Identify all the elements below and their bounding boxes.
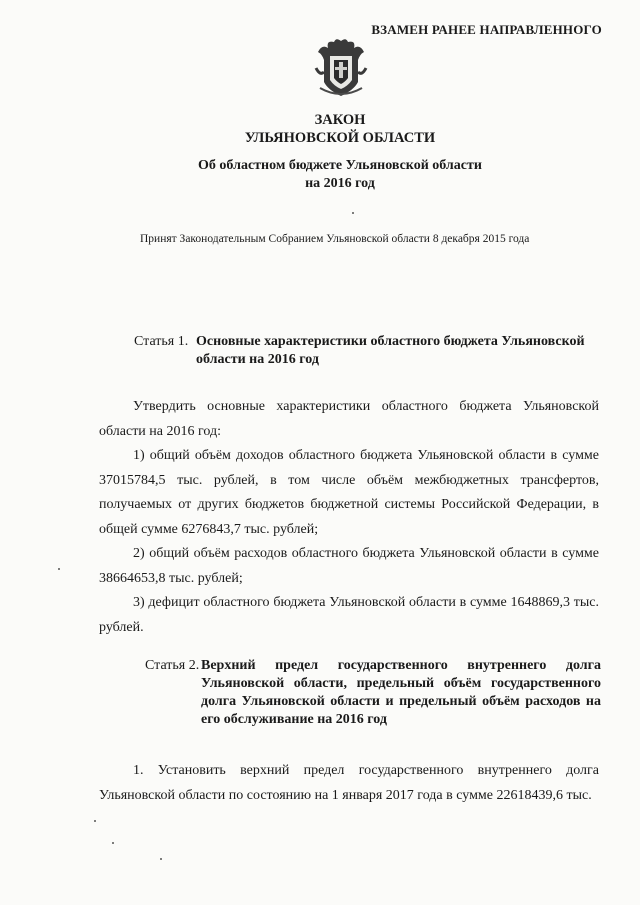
law-subject-line1: Об областном бюджете Ульяновской области [198, 158, 482, 173]
law-subject [160, 157, 520, 193]
article-1-title: Основные характеристики областного бюджета Ульяновской области на 2016 год [196, 334, 585, 367]
article-2-item-1: 1. Установить верхний предел государственного внутреннего долга Ульяновской области по состоянию на 1 января 2017 года в сумме 22618439,6 тыс. [99, 763, 599, 803]
law-title-line1: ЗАКОН [314, 112, 366, 128]
article-1-intro: Утвердить основные характеристики областного бюджета Ульяновской области на 2016 год: [99, 399, 599, 439]
article-1-body [99, 395, 599, 640]
law-subject-line2: на 2016 год [305, 176, 375, 191]
adoption-note: Принят Законодательным Собранием Ульяновской области 8 декабря 2015 года [140, 233, 530, 245]
article-2-number: Статья 2. [145, 658, 200, 673]
replacement-stamp: ВЗАМЕН РАНЕЕ НАПРАВЛЕННОГО [371, 22, 602, 37]
article-1-item-1: 1) общий объём доходов областного бюджета Ульяновской области в сумме 37015784,5 тыс. рублей, в том числе объём межбюджетных трансфертов, получаемых от других бюджетов бюджетной системы Российской Федерации, в общей сумме 6276843,7 тыс. рублей; [99, 448, 599, 537]
article-2-title: Верхний предел государственного внутреннего долга Ульяновской области, предельный объём государственного долга Ульяновской области и предельный объём расходов на его обслуживание на 2016 год [201, 658, 601, 727]
article-1-item-3: 3) дефицит областного бюджета Ульяновской области в сумме 1648869,3 тыс. рублей. [99, 595, 599, 635]
coat-of-arms-icon [314, 38, 368, 98]
law-title [190, 111, 490, 147]
article-1-item-2: 2) общий объём расходов областного бюджета Ульяновской области в сумме 38664653,8 тыс. рублей; [99, 546, 599, 586]
article-2-body [99, 759, 599, 808]
law-title-line2: УЛЬЯНОВСКОЙ ОБЛАСТИ [244, 130, 436, 146]
article-1-number: Статья 1. [134, 334, 189, 349]
